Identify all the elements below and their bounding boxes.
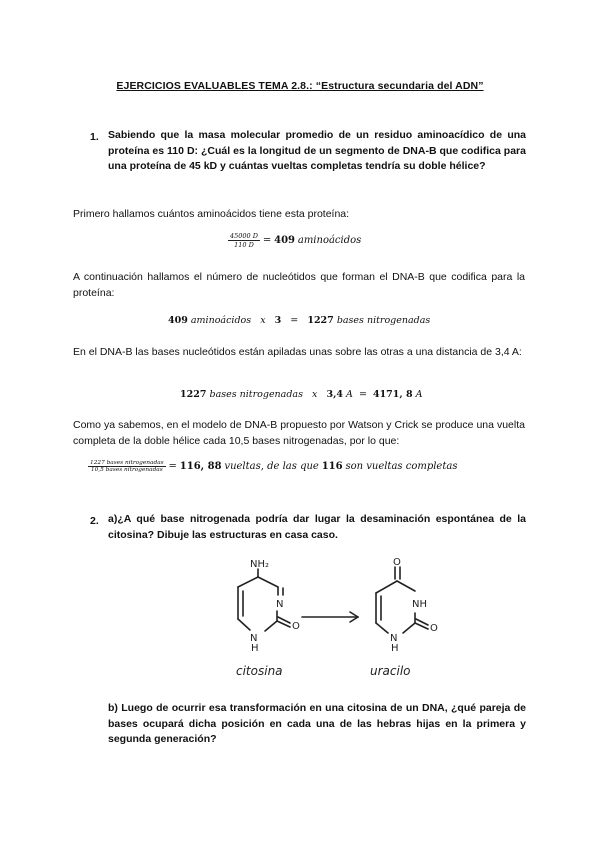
formula-3-equals: =	[358, 389, 367, 400]
formula-1-result: 409	[274, 235, 295, 246]
formula-4-denominator: 10,5 bases nitrogenadas	[90, 467, 163, 473]
cyto-n-right: N	[276, 599, 284, 610]
formula-4-numerator: 1227 bases nitrogenadas	[90, 460, 164, 466]
formula-1-numerator: 45000 D	[230, 232, 258, 240]
cyto-n-bottom: N	[250, 633, 258, 644]
formula-2-unit: bases nitrogenadas	[336, 315, 431, 326]
paragraph-1: Primero hallamos cuántos aminoácidos tiene esta proteína:	[73, 208, 350, 220]
paragraph-3: En el DNA-B las bases nucleótidos están apiladas unas sobre las otras a una distancia de 3,4 A:	[73, 346, 522, 358]
ura-o-top: O	[393, 557, 401, 568]
formula-4-equals: =	[168, 461, 177, 472]
formula-1-denominator: 110 D	[234, 241, 254, 249]
formula-3-a-unit: bases nitrogenadas	[209, 389, 303, 400]
question-2b-text: b) Luego de ocurrir esa transformación en una citosina de un DNA, ¿qué pareja de bases ocupará dicha posición en cada una de las hebras hijas en la primera y segunda generación?	[108, 702, 526, 745]
uracilo-label: uracilo	[370, 664, 411, 678]
formula-2-b: 3	[274, 315, 282, 326]
ura-h: H	[391, 643, 399, 654]
page-title: EJERCICIOS EVALUABLES TEMA 2.8.: “Estructura secundaria del ADN”	[116, 80, 484, 92]
formula-2	[168, 315, 430, 326]
formula-3-result: 4171, 8	[372, 389, 413, 400]
formula-4	[88, 460, 457, 473]
formula-3-op: x	[312, 389, 318, 400]
formula-3-b-unit: A	[346, 389, 353, 400]
formula-1-equals: =	[262, 235, 272, 246]
ura-o-right: O	[430, 623, 438, 634]
deamination-drawing	[210, 555, 470, 685]
formula-4-unit: vueltas, de las que	[224, 461, 319, 472]
formula-4-tail: son vueltas completas	[345, 461, 458, 472]
formula-3-unit: A	[415, 389, 423, 400]
question-2-number: 2.	[90, 515, 99, 527]
ura-nh-right: NH	[412, 599, 427, 610]
formula-2-result: 1227	[307, 315, 334, 326]
question-1-text: Sabiendo que la masa molecular promedio de un residuo aminoacídico de una proteína es 110 D: ¿Cuál es la longitud de un segmento de DNA-B que codifica para una proteína de 45 kD y cuántas vueltas completas tendría su doble hélice?	[108, 129, 526, 172]
formula-3-b: 3,4	[326, 389, 343, 400]
formula-2-equals: =	[290, 315, 299, 326]
cyto-nh2: NH₂	[250, 559, 270, 570]
question-2a-text: a)¿A qué base nitrogenada podría dar lugar la desaminación espontánea de la citosina? Dibuje las estructuras en casa caso.	[108, 513, 526, 541]
formula-3-a: 1227	[180, 389, 207, 400]
question-1-number: 1.	[90, 131, 99, 143]
formula-2-op: x	[260, 315, 266, 326]
cyto-h: H	[251, 643, 259, 654]
arrow-icon	[302, 612, 358, 622]
ura-n-bottom: N	[390, 633, 398, 644]
formula-2-a-unit: aminoácidos	[190, 315, 252, 326]
cyto-o: O	[292, 621, 300, 632]
paragraph-2: A continuación hallamos el número de nucleótidos que forman el DNA-B que codifica para la proteína:	[73, 271, 525, 299]
formula-4-result: 116, 88	[179, 461, 222, 472]
formula-4-count: 116	[321, 461, 343, 472]
formula-1	[228, 232, 361, 249]
formula-2-a: 409	[168, 315, 188, 326]
paragraph-4: Como ya sabemos, en el modelo de DNA-B propuesto por Watson y Crick se produce una vuelta completa de la doble hélice cada 10,5 bases nitrogenadas, por lo que:	[73, 419, 525, 447]
formula-1-unit: aminoácidos	[297, 235, 362, 246]
formula-3	[180, 389, 423, 400]
citosina-label: citosina	[236, 664, 283, 678]
